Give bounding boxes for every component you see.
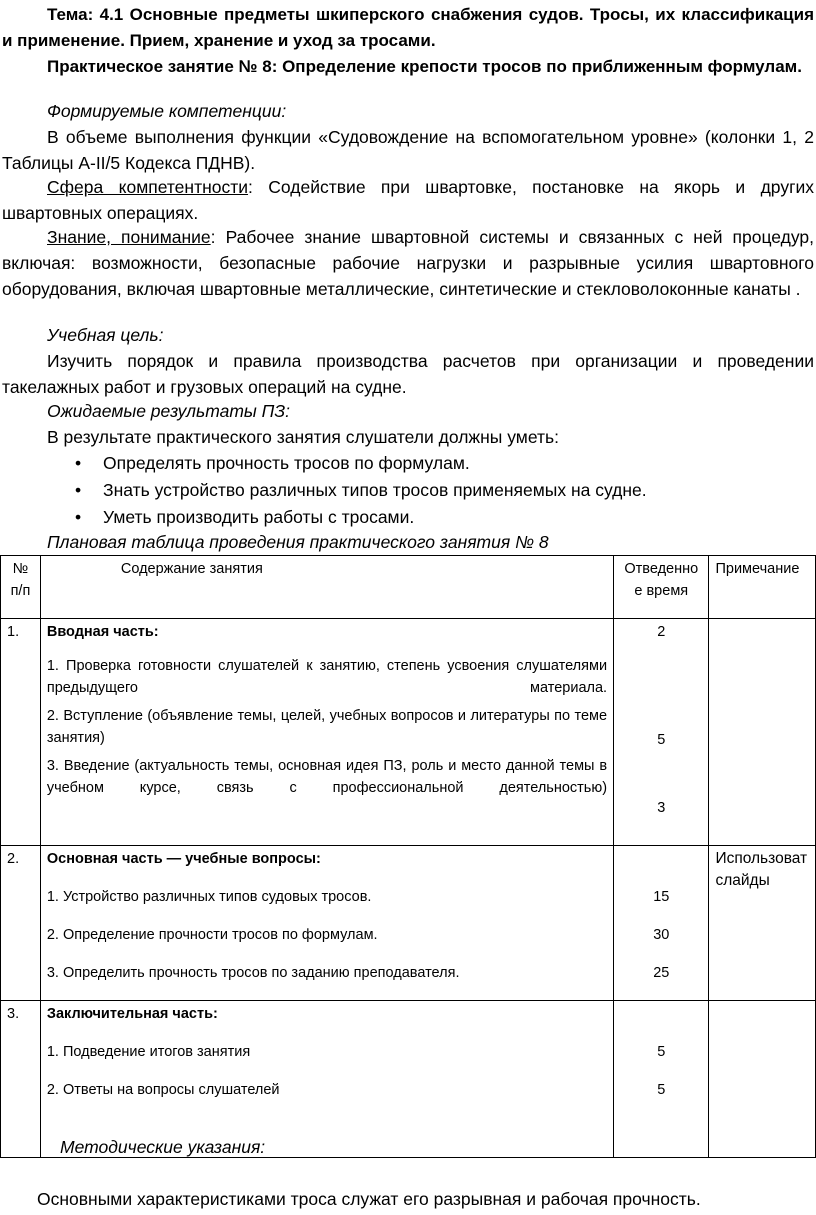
knowledge-label: Знание, понимание — [47, 227, 211, 247]
results-heading: Ожидаемые результаты ПЗ: — [47, 401, 290, 421]
section-title: Заключительная часть: — [46, 1006, 218, 1022]
table-caption: Плановая таблица проведения практического занятия № 8 — [47, 532, 549, 552]
list-item: • Знать устройство различных типов тросов применяемых на судне. — [0, 477, 816, 504]
sphere-paragraph — [2, 174, 814, 226]
knowledge-paragraph — [2, 224, 814, 302]
list-item: 2. Вступление (объявление темы, целей, учебных вопросов и литературы по теме занятия) — [46, 708, 608, 746]
row-num: 1. — [1, 619, 41, 846]
results-list — [0, 450, 816, 531]
sphere-text: : Содействие при швартовке, постановке на якорь и других швартовных операциях. — [2, 177, 814, 223]
knowledge-text: : Рабочее знание швартовной системы и связанных с ней процедур, включая: возможности, безопасные рабочие нагрузки и разрывные усилия швартовного оборудования, включая швартовные металлические, синтетические и стекловолоконные канаты . — [2, 227, 814, 299]
section-title: Вводная часть: — [46, 624, 159, 640]
header-num: № п/п — [1, 556, 41, 619]
list-item: 1. Проверка готовности слушателей к занятию, степень усвоения слушателями предыдущего материала. — [46, 658, 608, 696]
list-item: 1. Устройство различных типов судовых тросов. — [46, 889, 372, 905]
list-item: 3. Введение (актуальность темы, основная идея ПЗ, роль и место данной темы в учебном курсе, связь с профессиональной деятельностью) — [46, 758, 608, 796]
bullet-icon: • — [75, 507, 82, 527]
row-time: 5 5 — [614, 1001, 709, 1158]
row-num: 3. — [1, 1001, 41, 1158]
table-header-row — [1, 556, 816, 619]
header-content: Содержание занятия — [40, 556, 613, 619]
row-num: 2. — [1, 846, 41, 1001]
sphere-label: Сфера компетентности — [47, 177, 249, 197]
header-time: Отведенно е время — [614, 556, 709, 619]
practical-title: Практическое занятие № 8: Определение крепости тросов по приближенным формулам. — [47, 57, 802, 76]
row-time: 2 5 3 — [614, 619, 709, 846]
competencies-text: В объеме выполнения функции «Судовождение на вспомогательном уровне» (колонки 1, 2 Таблицы А-II/5 Кодекса ПДНВ). — [2, 127, 814, 173]
list-item: 2. Определение прочности тросов по формулам. — [46, 927, 378, 943]
header-note: Примечание — [709, 556, 816, 619]
method-heading: Методические указания: — [60, 1137, 266, 1157]
goal-text: Изучить порядок и правила производства расчетов при организации и проведении такелажных работ и грузовых операций на судне. — [2, 351, 814, 397]
section-title: Основная часть — учебные вопросы: — [46, 851, 321, 867]
list-item: • Уметь производить работы с тросами. — [0, 504, 816, 531]
list-item: 2. Ответы на вопросы слушателей — [46, 1082, 280, 1098]
row-note: Использоват слайды — [709, 846, 816, 1001]
goal-heading: Учебная цель: — [47, 325, 164, 345]
row-content — [40, 846, 613, 1001]
table-row — [1, 619, 816, 846]
final-text: Основными характеристиками троса служат его разрывная и рабочая прочность. — [37, 1189, 701, 1209]
topic-heading: Тема: 4.1 Основные предметы шкиперского снабжения судов. Тросы, их классификация и применение. Прием, хранение и уход за тросами. — [2, 5, 814, 50]
row-note — [709, 619, 816, 846]
row-content — [40, 619, 613, 846]
bullet-icon: • — [75, 453, 82, 473]
list-item: 3. Определить прочность тросов по заданию преподавателя. — [46, 965, 460, 981]
table-row — [1, 846, 816, 1001]
row-time: 15 30 25 — [614, 846, 709, 1001]
list-item: 1. Подведение итогов занятия — [46, 1044, 251, 1060]
plan-table — [0, 555, 816, 1158]
bullet-icon: • — [75, 480, 82, 500]
competencies-heading: Формируемые компетенции: — [47, 101, 287, 121]
results-intro: В результате практического занятия слушатели должны уметь: — [47, 427, 559, 447]
list-item: • Определять прочность тросов по формулам. — [0, 450, 816, 477]
